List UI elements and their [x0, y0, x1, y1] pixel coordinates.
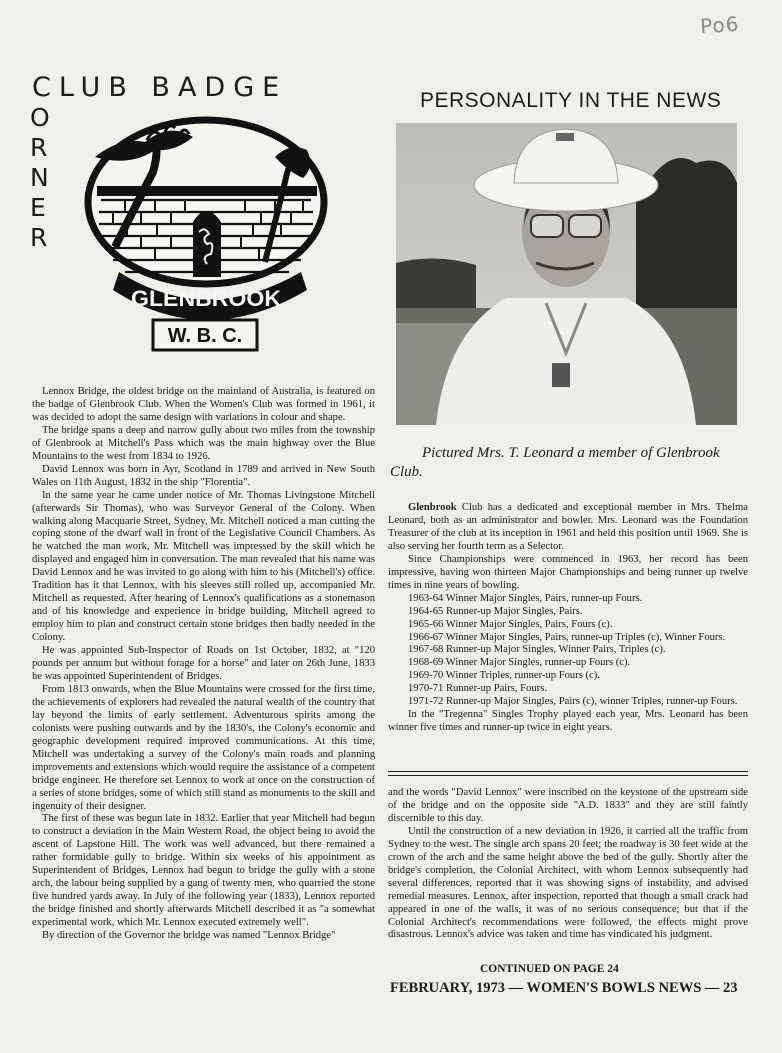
record-item: 1970-71 Runner-up Pairs, Fours.: [408, 683, 547, 695]
article-paragraph: The bridge spans a deep and narrow gully about two miles from the township of Glenbrook at Mitchell's Pass which was the main highway over the Blue Mountains to the west from 1834 to 1926.: [32, 424, 375, 462]
portrait-photo: [396, 123, 737, 425]
intro-text: Club has a dedicated and exceptional member in Mrs. Thelma Leonard, both as an administrator and bowler. Mrs. Leonard was the Foundation Treasurer of the club at its inception in 1961 and held this position until 1969. She is also serving her fourth term as a Selector.: [388, 502, 748, 552]
article-paragraph: He was appointed Sub-Inspector of Roads on 1st October, 1832, at "120 pounds per annum but without forage for a horse" and later on 26th June, 1833 he was appointed Superintendent of Bridges.: [32, 645, 375, 682]
glenbrook-badge-emblem: [75, 112, 337, 357]
club-badge-corner-title: CLUB BADGE: [32, 72, 288, 103]
corner-letter: N: [30, 163, 49, 192]
record-item: 1967-68 Runner-up Major Singles, Winner Pairs, Triples (c).: [408, 644, 666, 656]
record-item: 1963-64 Winner Major Singles, Pairs, runner-up Fours.: [408, 592, 643, 604]
record-item: 1964-65 Runner-up Major Singles, Pairs.: [408, 605, 583, 617]
section-divider: [388, 771, 748, 772]
bridge-article-continued: [388, 787, 748, 942]
corner-letter: R: [30, 223, 48, 252]
article-paragraph: Until the construction of a new deviation in 1926, it carried all the traffic from Sydney to the west. The single arch spans 20 feet; the roadway is 30 feet wide at the crown of the arch and the same height above the bed of the gully. Shortly after the bridge's completion, the Colonial Architect, with whom Lennox subsequently had several differences, reported that it was showing signs of instability, and advised remedial measures. Lennox, after inspection, reported that though a small crack had appeared in one of the walls, it was of no serious consequence; but that if the Colonial Architect's recommendations were followed, the effects might prove disastrous. Lennox's advice was taken and time has vindicated his judgment.: [388, 825, 748, 941]
badge-club-name: GLENBROOK: [131, 286, 282, 311]
corner-vertical-word: [30, 103, 56, 253]
article-paragraph: By direction of the Governor the bridge was named "Lennox Bridge": [42, 930, 336, 942]
article-paragraph: In the same year he came under notice of Mr. Thomas Livingstone Mitchell (afterwards Sir Thomas), who was Surveyor General of the Colony. When walking along Macquarie Street, Sydney, Mr. Mitchell noticed a man cutting the coping stone of the dwarf wall in front of the Legislative Council Chambers. As he watched the man work, Mr. Mitchell was impressed by the skill which he displayed and engaged him in conversation. The man revealed that his name was David Lennox and he was invited to go along with him to his (Mitchell's) office. Tradition has it that Lennox, with his sleeves still rolled up, accompanied Mr. Mitchell as requested. After hearing of Lennox's qualifications as a stonemason and of his knowledge and experience in bridge building, Mitchell agreed to employ him to plan and construct certain stone bridges then badly needed in the Colony.: [32, 489, 375, 644]
article-paragraph: From 1813 onwards, when the Blue Mountains were crossed for the first time, the achievements of explorers had revealed the natural wealth of the country that lay beyond the limits of early settlement. Adventurous spirits among the colonists were pushing outwards and by the 1830's, the Colony's economic and geographic development required improved communications. At this time, Mitchell was undertaking a survey of the Colony's main roads and planning improvements and extensions which would require the assistance of a competent bridge engineer. He therefore set Lennox to work at once on the construction of a series of stone bridges, some of which still stand as monuments to the skill and ingenuity of their designer.: [32, 683, 375, 812]
tregenna-paragraph: In the "Tregenna" Singles Trophy played each year, Mrs. Leonard has been winner five times and runner-up twice in eight years.: [388, 709, 748, 734]
corner-letter: E: [30, 193, 46, 222]
record-item: 1968-69 Winner Major Singles, runner-up Fours (c).: [408, 657, 631, 669]
club-name-bold: Glenbrook: [408, 502, 457, 513]
article-paragraph: and the words "David Lennox" were inscribed on the keystone of the upstream side of the bridge and on the opposite side "A.D. 1833" and they are still faintly discernible to this day.: [388, 787, 748, 824]
corner-letter: O: [30, 103, 50, 132]
championship-paragraph: Since Championships were commenced in 1963, her record has been impressive, having won thirteen Major Championships and being runner up twelve times in nine years of bowling.: [388, 553, 748, 591]
article-paragraph: The first of these was begun late in 1832. Earlier that year Mitchell had begun to construct a deviation in the Main Western Road, the object being to avoid the ascent of Lapstone Hill. The work was well advanced, but there remained a rather formidable gully to bridge. Within six weeks of his appointment as Superintendent of Bridges, Lennox had begun to bridge the gully with a stone arch, the labour being supplied by a gang of twenty men, who quarried the stone five hundred yards away. In July of the following year (1833), Lennox reported the bridge finished and shortly afterwards Mitchell described it as "a somewhat experimental work, which Mr. Lennox executed extremely well".: [32, 813, 375, 929]
photo-caption: Pictured Mrs. T. Leonard a member of Glenbrook Club.: [390, 445, 720, 480]
article-paragraph: David Lennox was born in Ayr, Scotland in 1789 and arrived in New South Wales on 11th August, 1832 in the ship "Florentia".: [32, 463, 375, 488]
page-footer: FEBRUARY, 1973 — WOMEN'S BOWLS NEWS — 23: [390, 980, 738, 996]
corner-letter: R: [30, 133, 48, 162]
intro-paragraph: [388, 502, 748, 554]
badge-club-initials: W. B. C.: [167, 325, 243, 347]
section-divider: [388, 775, 748, 776]
article-paragraph: Lennox Bridge, the oldest bridge on the mainland of Australia, is featured on the badge of Glenbrook Club. When the Women's Club was formed in 1961, it was decided to adopt the same design with variations in colour and shape.: [32, 386, 375, 423]
personality-article: [388, 502, 748, 735]
record-item: 1966-67 Winner Major Singles, Pairs, runner-up Triples (c), Winner Fours.: [408, 631, 726, 643]
personality-heading: PERSONALITY IN THE NEWS: [420, 89, 722, 112]
handwritten-page-note: Po6: [699, 11, 741, 39]
record-item: 1969-70 Winner Triples, runner-up Fours (c).: [408, 670, 600, 682]
record-item: 1965-66 Winner Major Singles, Pairs, Fours (c).: [408, 618, 613, 630]
record-item: 1971-72 Runner-up Major Singles, Pairs (c), winner Triples, runner-up Fours.: [408, 696, 738, 708]
continued-notice: CONTINUED ON PAGE 24: [480, 963, 619, 975]
lennox-bridge-article: [32, 386, 375, 943]
